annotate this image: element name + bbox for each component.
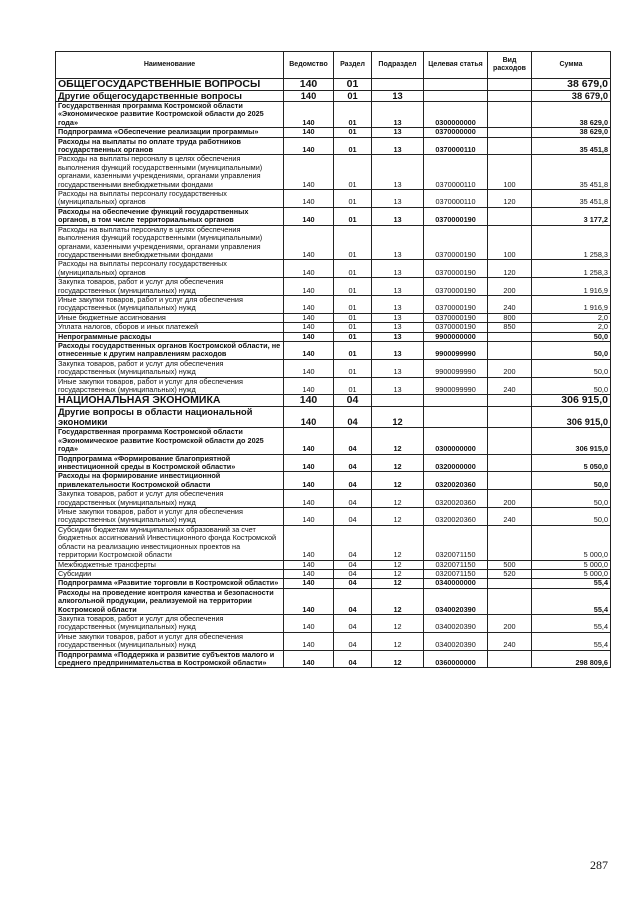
cell-sum: 1 916,9: [532, 278, 611, 296]
cell-ved: 140: [284, 91, 334, 102]
cell-sum: 50,0: [532, 332, 611, 341]
cell-vid: [488, 454, 532, 472]
cell-sum: 306 915,0: [532, 428, 611, 454]
table-row: [56, 323, 611, 332]
cell-sum: 306 915,0: [532, 407, 611, 428]
cell-razdel: 01: [334, 91, 372, 102]
cell-razdel: 01: [334, 323, 372, 332]
cell-vid: 240: [488, 377, 532, 395]
table-row: [56, 632, 611, 650]
cell-vid: 200: [488, 614, 532, 632]
cell-cel: [424, 91, 488, 102]
table-row: [56, 614, 611, 632]
table-row: [56, 377, 611, 395]
cell-cel: 0370000190: [424, 225, 488, 260]
cell-name: Закупка товаров, работ и услуг для обеспечения государственных (муниципальных) нужд: [56, 278, 284, 296]
cell-name: Расходы на формирование инвестиционной привлекательности Костромской области: [56, 472, 284, 490]
cell-ved: 140: [284, 155, 334, 190]
cell-ved: 140: [284, 323, 334, 332]
cell-cel: 0320071150: [424, 560, 488, 569]
cell-sum: 2,0: [532, 323, 611, 332]
cell-cel: 0370000190: [424, 313, 488, 322]
cell-ved: 140: [284, 332, 334, 341]
cell-razdel: 04: [334, 525, 372, 560]
cell-name: Другие вопросы в области национальной экономики: [56, 407, 284, 428]
page-number: 287: [590, 858, 608, 872]
cell-razdel: 01: [334, 260, 372, 278]
cell-cel: 0370000110: [424, 155, 488, 190]
table-row: [56, 207, 611, 225]
cell-ved: 140: [284, 614, 334, 632]
cell-podrazdel: 13: [372, 225, 424, 260]
cell-podrazdel: 13: [372, 359, 424, 377]
table-row: [56, 91, 611, 102]
cell-ved: 140: [284, 128, 334, 137]
header-vid: Вид расходов: [488, 52, 532, 79]
table-row: [56, 79, 611, 91]
cell-razdel: 01: [334, 137, 372, 155]
cell-razdel: 01: [334, 359, 372, 377]
cell-name: Подпрограмма «Обеспечение реализации программы»: [56, 128, 284, 137]
cell-vid: 200: [488, 490, 532, 508]
cell-sum: 38 629,0: [532, 102, 611, 128]
cell-podrazdel: 12: [372, 454, 424, 472]
table-row: [56, 395, 611, 407]
table-row: [56, 525, 611, 560]
cell-vid: [488, 428, 532, 454]
cell-name: Расходы на выплаты персоналу в целях обеспечения выполнения функций государственными (муниципальными) органами, казенными учреждениями, органами управления государственными внебюджетными фондами: [56, 155, 284, 190]
cell-cel: 0370000190: [424, 260, 488, 278]
table-row: [56, 472, 611, 490]
cell-razdel: 01: [334, 225, 372, 260]
cell-vid: [488, 407, 532, 428]
cell-sum: 38 679,0: [532, 91, 611, 102]
cell-vid: [488, 472, 532, 490]
cell-sum: 35 451,8: [532, 190, 611, 208]
cell-podrazdel: 13: [372, 377, 424, 395]
cell-razdel: 01: [334, 278, 372, 296]
cell-ved: 140: [284, 190, 334, 208]
cell-ved: 140: [284, 295, 334, 313]
cell-vid: [488, 395, 532, 407]
cell-razdel: 01: [334, 190, 372, 208]
table-row: [56, 359, 611, 377]
cell-podrazdel: [372, 395, 424, 407]
cell-cel: 0370000190: [424, 278, 488, 296]
table-row: [56, 260, 611, 278]
table-row: [56, 508, 611, 526]
table-row: [56, 155, 611, 190]
cell-name: Расходы на выплаты персоналу государственных (муниципальных) органов: [56, 190, 284, 208]
table-row: [56, 278, 611, 296]
cell-ved: 140: [284, 454, 334, 472]
cell-name: Уплата налогов, сборов и иных платежей: [56, 323, 284, 332]
cell-razdel: 01: [334, 295, 372, 313]
cell-vid: 240: [488, 295, 532, 313]
cell-razdel: 01: [334, 332, 372, 341]
cell-cel: 0320000000: [424, 454, 488, 472]
cell-cel: 0340020390: [424, 614, 488, 632]
cell-sum: 2,0: [532, 313, 611, 322]
cell-podrazdel: 12: [372, 508, 424, 526]
cell-podrazdel: 12: [372, 579, 424, 588]
cell-name: ОБЩЕГОСУДАРСТВЕННЫЕ ВОПРОСЫ: [56, 79, 284, 91]
cell-cel: 0370000190: [424, 323, 488, 332]
cell-sum: 50,0: [532, 359, 611, 377]
cell-cel: 0370000110: [424, 190, 488, 208]
cell-podrazdel: 12: [372, 632, 424, 650]
table-row: [56, 102, 611, 128]
cell-sum: 50,0: [532, 472, 611, 490]
cell-name: НАЦИОНАЛЬНАЯ ЭКОНОМИКА: [56, 395, 284, 407]
cell-cel: 0370000190: [424, 207, 488, 225]
header-sum: Сумма: [532, 52, 611, 79]
table-row: [56, 490, 611, 508]
cell-podrazdel: 13: [372, 278, 424, 296]
cell-ved: 140: [284, 508, 334, 526]
cell-ved: 140: [284, 102, 334, 128]
cell-sum: 298 809,6: [532, 650, 611, 668]
cell-vid: 800: [488, 313, 532, 322]
cell-name: Закупка товаров, работ и услуг для обеспечения государственных (муниципальных) нужд: [56, 359, 284, 377]
cell-podrazdel: 13: [372, 155, 424, 190]
header-cel: Целевая статья: [424, 52, 488, 79]
cell-cel: 0300000000: [424, 102, 488, 128]
cell-name: Государственная программа Костромской области «Экономическое развитие Костромской области до 2025 года»: [56, 102, 284, 128]
cell-vid: [488, 525, 532, 560]
cell-podrazdel: 13: [372, 190, 424, 208]
cell-ved: 140: [284, 225, 334, 260]
cell-vid: [488, 332, 532, 341]
cell-ved: 140: [284, 395, 334, 407]
cell-cel: 9900099990: [424, 377, 488, 395]
cell-podrazdel: 13: [372, 332, 424, 341]
cell-razdel: 04: [334, 472, 372, 490]
budget-table-container: [55, 51, 610, 668]
cell-podrazdel: [372, 79, 424, 91]
cell-razdel: 04: [334, 579, 372, 588]
cell-name: Расходы на проведение контроля качества и безопасности алкогольной продукции, реализуемой на территории Костромской области: [56, 588, 284, 614]
cell-podrazdel: 12: [372, 472, 424, 490]
cell-podrazdel: 13: [372, 260, 424, 278]
cell-vid: 240: [488, 632, 532, 650]
cell-sum: 1 258,3: [532, 225, 611, 260]
table-row: [56, 428, 611, 454]
cell-sum: 50,0: [532, 341, 611, 359]
cell-ved: 140: [284, 428, 334, 454]
cell-vid: 100: [488, 225, 532, 260]
cell-podrazdel: 12: [372, 569, 424, 578]
cell-sum: 35 451,8: [532, 155, 611, 190]
cell-vid: [488, 588, 532, 614]
cell-vid: [488, 341, 532, 359]
cell-name: Расходы на выплаты по оплате труда работников государственных органов: [56, 137, 284, 155]
cell-vid: [488, 579, 532, 588]
cell-sum: 5 000,0: [532, 560, 611, 569]
cell-name: Иные бюджетные ассигнования: [56, 313, 284, 322]
cell-podrazdel: 12: [372, 614, 424, 632]
cell-ved: 140: [284, 569, 334, 578]
cell-sum: 55,4: [532, 588, 611, 614]
cell-sum: 3 177,2: [532, 207, 611, 225]
cell-vid: 240: [488, 508, 532, 526]
cell-razdel: 01: [334, 377, 372, 395]
cell-razdel: 04: [334, 454, 372, 472]
cell-razdel: 04: [334, 614, 372, 632]
cell-vid: [488, 91, 532, 102]
cell-vid: [488, 102, 532, 128]
table-row: [56, 128, 611, 137]
cell-cel: 0370000000: [424, 128, 488, 137]
cell-ved: 140: [284, 313, 334, 322]
cell-razdel: 04: [334, 632, 372, 650]
cell-podrazdel: 13: [372, 313, 424, 322]
cell-razdel: 04: [334, 560, 372, 569]
cell-sum: 38 629,0: [532, 128, 611, 137]
cell-vid: 120: [488, 190, 532, 208]
cell-vid: 120: [488, 260, 532, 278]
cell-ved: 140: [284, 650, 334, 668]
cell-ved: 140: [284, 407, 334, 428]
table-row: [56, 313, 611, 322]
cell-podrazdel: 12: [372, 588, 424, 614]
cell-razdel: 04: [334, 428, 372, 454]
cell-sum: 50,0: [532, 508, 611, 526]
header-razdel: Раздел: [334, 52, 372, 79]
cell-podrazdel: 13: [372, 323, 424, 332]
cell-cel: 0320020360: [424, 472, 488, 490]
cell-razdel: 04: [334, 650, 372, 668]
cell-vid: 500: [488, 560, 532, 569]
cell-name: Иные закупки товаров, работ и услуг для обеспечения государственных (муниципальных) нужд: [56, 377, 284, 395]
cell-name: Подпрограмма «Развитие торговли в Костромской области»: [56, 579, 284, 588]
cell-podrazdel: 13: [372, 341, 424, 359]
table-row: [56, 454, 611, 472]
cell-name: Закупка товаров, работ и услуг для обеспечения государственных (муниципальных) нужд: [56, 490, 284, 508]
table-row: [56, 407, 611, 428]
cell-cel: 9900099990: [424, 359, 488, 377]
cell-name: Субсидии: [56, 569, 284, 578]
cell-podrazdel: 13: [372, 295, 424, 313]
cell-cel: 9900000000: [424, 332, 488, 341]
header-ved: Ведомство: [284, 52, 334, 79]
cell-podrazdel: 12: [372, 407, 424, 428]
header-name: Наименование: [56, 52, 284, 79]
table-row: [56, 137, 611, 155]
cell-vid: 520: [488, 569, 532, 578]
cell-sum: 1 916,9: [532, 295, 611, 313]
cell-razdel: 04: [334, 490, 372, 508]
cell-sum: 5 050,0: [532, 454, 611, 472]
table-row: [56, 579, 611, 588]
cell-podrazdel: 13: [372, 207, 424, 225]
header-podrazdel: Подраздел: [372, 52, 424, 79]
cell-name: Закупка товаров, работ и услуг для обеспечения государственных (муниципальных) нужд: [56, 614, 284, 632]
cell-cel: 0340020390: [424, 588, 488, 614]
cell-ved: 140: [284, 588, 334, 614]
cell-name: Другие общегосударственные вопросы: [56, 91, 284, 102]
cell-cel: 0320071150: [424, 569, 488, 578]
cell-cel: 9900099990: [424, 341, 488, 359]
cell-vid: [488, 128, 532, 137]
cell-razdel: 04: [334, 407, 372, 428]
cell-razdel: 01: [334, 102, 372, 128]
cell-ved: 140: [284, 472, 334, 490]
cell-name: Субсидии бюджетам муниципальных образований за счет бюджетных ассигнований Инвестиционного фонда Костромской области на реализацию инвестиционных проектов на территории Костромской области: [56, 525, 284, 560]
cell-podrazdel: 13: [372, 128, 424, 137]
cell-cel: 0340020390: [424, 632, 488, 650]
cell-razdel: 01: [334, 128, 372, 137]
cell-ved: 140: [284, 207, 334, 225]
table-body: [56, 79, 611, 668]
table-row: [56, 650, 611, 668]
budget-table: [55, 51, 611, 668]
cell-razdel: 01: [334, 341, 372, 359]
cell-name: Иные закупки товаров, работ и услуг для обеспечения государственных (муниципальных) нужд: [56, 508, 284, 526]
cell-podrazdel: 12: [372, 650, 424, 668]
cell-vid: [488, 137, 532, 155]
cell-sum: 1 258,3: [532, 260, 611, 278]
table-row: [56, 588, 611, 614]
cell-ved: 140: [284, 79, 334, 91]
cell-ved: 140: [284, 377, 334, 395]
cell-vid: 200: [488, 359, 532, 377]
cell-name: Иные закупки товаров, работ и услуг для обеспечения государственных (муниципальных) нужд: [56, 295, 284, 313]
cell-podrazdel: 13: [372, 102, 424, 128]
cell-razdel: 04: [334, 395, 372, 407]
cell-vid: 200: [488, 278, 532, 296]
cell-cel: 0320020360: [424, 508, 488, 526]
cell-razdel: 01: [334, 79, 372, 91]
cell-cel: 0320020360: [424, 490, 488, 508]
cell-sum: 35 451,8: [532, 137, 611, 155]
cell-cel: [424, 79, 488, 91]
cell-vid: 850: [488, 323, 532, 332]
cell-razdel: 01: [334, 207, 372, 225]
cell-sum: 55,4: [532, 614, 611, 632]
cell-vid: 100: [488, 155, 532, 190]
cell-ved: 140: [284, 632, 334, 650]
cell-razdel: 04: [334, 569, 372, 578]
cell-name: Иные закупки товаров, работ и услуг для обеспечения государственных (муниципальных) нужд: [56, 632, 284, 650]
table-row: [56, 190, 611, 208]
table-row: [56, 295, 611, 313]
cell-ved: 140: [284, 341, 334, 359]
cell-name: Расходы государственных органов Костромской области, не отнесенные к другим направлениям расходов: [56, 341, 284, 359]
cell-sum: 55,4: [532, 632, 611, 650]
cell-podrazdel: 13: [372, 91, 424, 102]
cell-podrazdel: 12: [372, 560, 424, 569]
table-row: [56, 341, 611, 359]
cell-cel: [424, 395, 488, 407]
cell-cel: 0300000000: [424, 428, 488, 454]
cell-sum: 50,0: [532, 490, 611, 508]
cell-name: Расходы на выплаты персоналу в целях обеспечения выполнения функций государственными (муниципальными) органами, казенными учреждениями, органами управления государственными внебюджетными фондами: [56, 225, 284, 260]
cell-ved: 140: [284, 278, 334, 296]
table-header-row: [56, 52, 611, 79]
cell-name: Расходы на обеспечение функций государственных органов, в том числе территориальных органов: [56, 207, 284, 225]
cell-cel: 0340000000: [424, 579, 488, 588]
cell-sum: 5 000,0: [532, 525, 611, 560]
cell-podrazdel: 13: [372, 137, 424, 155]
table-row: [56, 332, 611, 341]
cell-vid: [488, 650, 532, 668]
cell-ved: 140: [284, 525, 334, 560]
cell-name: Подпрограмма «Поддержка и развитие субъектов малого и среднего предпринимательства в Костромской области»: [56, 650, 284, 668]
cell-sum: 55,4: [532, 579, 611, 588]
cell-ved: 140: [284, 560, 334, 569]
cell-sum: 50,0: [532, 377, 611, 395]
cell-sum: 5 000,0: [532, 569, 611, 578]
table-row: [56, 569, 611, 578]
cell-razdel: 01: [334, 155, 372, 190]
cell-podrazdel: 12: [372, 525, 424, 560]
cell-name: Подпрограмма «Формирование благоприятной инвестиционной среды в Костромской области»: [56, 454, 284, 472]
table-row: [56, 225, 611, 260]
cell-ved: 140: [284, 260, 334, 278]
cell-podrazdel: 12: [372, 428, 424, 454]
cell-name: Непрограммные расходы: [56, 332, 284, 341]
cell-name: Расходы на выплаты персоналу государственных (муниципальных) органов: [56, 260, 284, 278]
cell-ved: 140: [284, 490, 334, 508]
cell-podrazdel: 12: [372, 490, 424, 508]
cell-cel: 0370000110: [424, 137, 488, 155]
cell-cel: [424, 407, 488, 428]
cell-ved: 140: [284, 359, 334, 377]
cell-ved: 140: [284, 579, 334, 588]
cell-cel: 0320071150: [424, 525, 488, 560]
cell-sum: 306 915,0: [532, 395, 611, 407]
cell-cel: 0370000190: [424, 295, 488, 313]
cell-cel: 0360000000: [424, 650, 488, 668]
cell-razdel: 01: [334, 313, 372, 322]
cell-razdel: 04: [334, 508, 372, 526]
cell-sum: 38 679,0: [532, 79, 611, 91]
cell-vid: [488, 207, 532, 225]
cell-razdel: 04: [334, 588, 372, 614]
cell-name: Межбюджетные трансферты: [56, 560, 284, 569]
cell-name: Государственная программа Костромской области «Экономическое развитие Костромской области до 2025 года»: [56, 428, 284, 454]
cell-ved: 140: [284, 137, 334, 155]
cell-vid: [488, 79, 532, 91]
table-row: [56, 560, 611, 569]
